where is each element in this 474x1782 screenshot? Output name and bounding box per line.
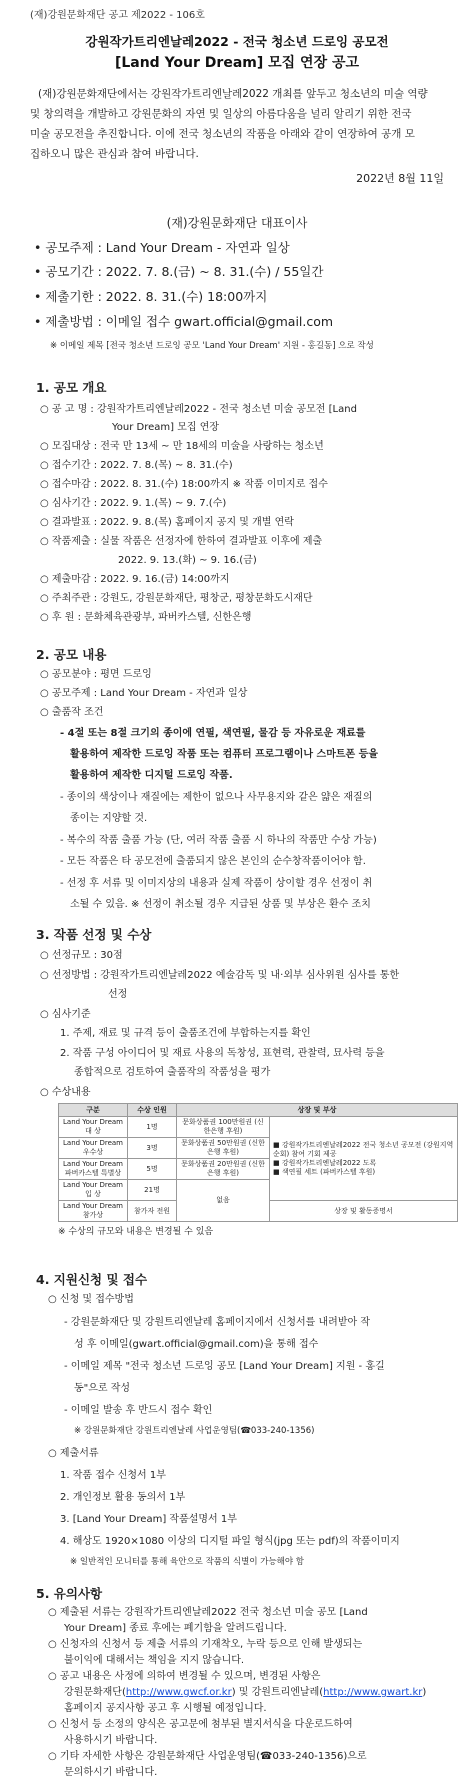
s2-condition: - 종이의 색상이나 재질에는 제한이 없으나 사무용지와 같은 얇은 재질의 [60,792,373,803]
award-count: 3명 [128,1138,177,1159]
section-2-heading: 2. 공모 내용 [36,647,107,662]
s3-criterion: 1. 주제, 재료 및 규격 등이 출품조건에 부합하는지를 확인 [60,1028,311,1039]
s2-condition: - 4절 또는 8절 크기의 종이에 연필, 색연필, 물감 등 자유로운 재료를 [60,728,366,739]
s5-text: 강원문화재단( [64,1687,126,1698]
s3-item: ○ 심사기준 [40,1009,91,1020]
s1-item: ○ 작품제출 : 실물 작품은 선정자에 한하여 결과발표 이후에 제출 [40,536,323,547]
s4-contact-note: ※ 강원문화재단 강원트리엔날레 사업운영팀(☎033-240-1356) [74,1426,315,1436]
award-benefits [270,1117,458,1201]
s5-note: ○ 신청서 등 소정의 양식은 공고문에 첨부된 별지서식을 다운로드하여 [48,1719,353,1730]
s4-step: - 강원문화재단 및 강원트리엔날레 홈페이지에서 신청서를 내려받아 작 [64,1317,370,1328]
col-header: 수상 인원 [128,1104,177,1117]
intro-line: (재)강원문화재단에서는 강원작가트리엔날레2022 개최를 앞두고 청소년의 미술 역량 [38,88,428,100]
s4-step: - 이메일 발송 후 반드시 접수 확인 [64,1405,213,1416]
s1-item: ○ 접수기간 : 2022. 7. 8.(목) ~ 8. 31.(수) [40,460,233,471]
award-prize: 문화상품권 20만원권 (신한은행 후원) [177,1159,270,1180]
award-category: Land Your Dream 우수상 [59,1138,128,1159]
title-line-2: [Land Your Dream] 모집 연장 공고 [114,55,360,71]
table-row [59,1117,458,1138]
s2-condition: 활용하여 제작한 디지털 드로잉 작품. [70,770,233,781]
issuer: (재)강원문화재단 대표이사 [166,216,308,230]
s4-item: ○ 제출서류 [48,1448,99,1459]
key-theme: • 공모주제 : Land Your Dream - 자연과 일상 [34,240,290,255]
award-count: 21명 [128,1180,177,1201]
section-1-heading: 1. 공모 개요 [36,380,107,395]
s3-item: ○ 수상내용 [40,1087,91,1098]
s4-item: ○ 신청 및 접수방법 [48,1294,134,1305]
s3-criterion: 2. 작품 구성 아이디어 및 재료 사용의 독창성, 표현력, 관찰력, 묘사력 등을 [60,1048,385,1059]
section-3-heading: 3. 작품 선정 및 수상 [36,927,152,942]
s4-step: 성 후 이메일(gwart.official@gmail.com)을 통해 접수 [74,1339,319,1350]
award-category: Land Your Dream 대 상 [59,1117,128,1138]
s2-condition: 활용하여 제작한 드로잉 작품 또는 컴퓨터 프로그램이나 스마트폰 등을 [70,749,378,760]
award-category: Land Your Dream 파버카스텔 특별상 [59,1159,128,1180]
col-header: 구분 [59,1104,128,1117]
notice-number: (재)강원문화재단 공고 제2022 - 106호 [30,10,205,21]
s4-document: 3. [Land Your Dream] 작품설명서 1부 [60,1514,237,1525]
s5-note: ○ 기타 자세한 사항은 강원문화재단 사업운영팀(☎033-240-1356)으로 [48,1751,367,1762]
award-count: 5명 [128,1159,177,1180]
award-category: Land Your Dream 입 상 [59,1180,128,1201]
award-prize: 문화상품권 100만원권 (신한은행 후원) [177,1117,270,1138]
gwart-link[interactable]: http://www.gwart.kr [323,1687,423,1698]
award-prize: 문화상품권 50만원권 (신한은행 후원) [177,1138,270,1159]
s2-condition: - 모든 작품은 타 공모전에 출품되지 않은 본인의 순수창작품이어야 함. [60,856,366,867]
notice-date: 2022년 8월 11일 [356,172,444,185]
key-deadline: • 제출기한 : 2022. 8. 31.(수) 18:00까지 [34,289,268,304]
s2-condition: 종이는 지양할 것. [70,813,148,824]
s1-item: ○ 심사기간 : 2022. 9. 1.(목) ~ 9. 7.(수) [40,498,227,509]
s1-item: ○ 결과발표 : 2022. 9. 8.(목) 홈페이지 공지 및 개별 연락 [40,517,294,528]
award-category: Land Your Dream 참가상 [59,1201,128,1222]
s5-note: 사용하시기 바랍니다. [64,1735,158,1746]
s1-item: ○ 후 원 : 문화체육관광부, 파버카스텔, 신한은행 [40,612,252,623]
award-count: 1명 [128,1117,177,1138]
award-note: ※ 수상의 규모와 내용은 변경될 수 있음 [58,1227,214,1237]
key-method: • 제출방법 : 이메일 접수 gwart.official@gmail.com [34,314,334,329]
benefit-item: ■ 색연필 세트 (파버카스텔 후원) [273,1167,376,1176]
s2-item: ○ 공모주제 : Land Your Dream - 자연과 일상 [40,688,248,699]
key-period: • 공모기간 : 2022. 7. 8.(금) ~ 8. 31.(수) / 55일간 [34,264,324,279]
s2-condition: - 선정 후 서류 및 이미지상의 내용과 실제 작품이 상이할 경우 선정이 취 [60,878,373,889]
s5-text: ) 및 강원트리엔날레( [231,1687,324,1698]
gwcf-link[interactable]: http://www.gwcf.or.kr [125,1687,232,1698]
key-email-note: ※ 이메일 제목 [전국 청소년 드로잉 공모 'Land Your Dream' 지원 - 홍길동] 으로 작성 [50,341,374,351]
s5-note: ○ 제출된 서류는 강원작가트리엔날레2022 전국 청소년 미술 공모 [Land [48,1607,368,1618]
section-4-heading: 4. 지원신청 및 접수 [36,1272,148,1287]
s5-note: ○ 신청자의 신청서 등 제출 서류의 기재착오, 누락 등으로 인해 발생되는 [48,1639,363,1650]
s5-note: Your Dream] 종료 후에는 폐기함을 알려드립니다. [64,1623,287,1634]
col-header: 상장 및 부상 [177,1104,458,1117]
award-cert: 상장 및 활동증명서 [270,1201,458,1222]
s1-item: 2022. 9. 13.(화) ~ 9. 16.(금) [118,555,257,566]
s4-document: 2. 개인정보 활용 동의서 1부 [60,1492,186,1503]
s2-item: ○ 공모분야 : 평면 드로잉 [40,669,152,680]
intro-line: 및 창의력을 개발하고 강원문화의 자연 및 일상의 아름다움을 널리 알리기 위한 전국 [30,108,412,120]
s3-criterion: 종합적으로 검토하여 출품작의 작품성을 평가 [74,1067,271,1078]
s1-item: ○ 제출마감 : 2022. 9. 16.(금) 14:00까지 [40,574,230,585]
s2-condition: - 복수의 작품 출품 가능 (단, 여러 작품 출품 시 하나의 작품만 수상 가능) [60,835,377,846]
s1-item: ○ 모집대상 : 전국 만 13세 ~ 만 18세의 미술을 사랑하는 청소년 [40,441,324,452]
benefit-item: ■ 강원작가트리엔날레2022 도록 [273,1158,377,1167]
s3-item: 선정 [108,989,128,1000]
benefit-item: ■ 강원작가트리엔날레2022 전국 청소년 공모전 (강원지역 순회) 참여 기회 제공 [273,1140,454,1158]
award-table [58,1103,458,1222]
s1-item: ○ 주최주관 : 강원도, 강원문화재단, 평창군, 평창문화도시재단 [40,593,313,604]
s5-note: 문의하시기 바랍니다. [64,1767,158,1778]
s2-condition: 소될 수 있음. ※ 선정이 취소될 경우 지급된 상품 및 부상은 환수 조치 [70,899,371,910]
s3-item: ○ 선정규모 : 30점 [40,950,123,961]
s1-item: Your Dream] 모집 연장 [112,422,220,433]
intro-line: 미술 공모전을 추진합니다. 이에 전국 청소년의 작품을 아래와 같이 연장하여 공개 모 [30,128,415,140]
s2-item: ○ 출품작 조건 [40,707,104,718]
s5-note: ○ 공고 내용은 사정에 의하여 변경될 수 있으며, 변경된 사항은 [48,1671,321,1682]
s4-document-note: ※ 일반적인 모니터를 통해 육안으로 작품의 식별이 가능해야 함 [70,1557,305,1567]
s1-item: ○ 공 고 명 : 강원작가트리엔날레2022 - 전국 청소년 미술 공모전 [Land [40,404,357,415]
title-line-1: 강원작가트리엔날레2022 - 전국 청소년 드로잉 공모전 [85,34,389,49]
s4-document: 4. 해상도 1920×1080 이상의 디지털 파일 형식(jpg 또는 pdf)의 작품이미지 [60,1536,400,1547]
section-5-heading: 5. 유의사항 [36,1586,103,1601]
s5-note: 불이익에 대해서는 책임을 지지 않습니다. [64,1655,245,1666]
s3-item: ○ 선정방법 : 강원작가트리엔날레2022 예술감독 및 내·외부 심사위원 심사를 통한 [40,970,400,981]
intro-paragraph [30,84,450,164]
s5-text: ) [422,1687,427,1698]
award-prize: 없음 [177,1180,270,1222]
award-count: 참가자 전원 [128,1201,177,1222]
s5-note: 홈페이지 공지사항 공고 후 시행될 예정입니다. [64,1703,267,1714]
s4-step: 동"으로 작성 [74,1383,131,1394]
s4-step: - 이메일 제목 "전국 청소년 드로잉 공모 [Land Your Dream] 지원 - 홍길 [64,1361,385,1372]
intro-line: 집하오니 많은 관심과 참여 바랍니다. [30,148,199,160]
s4-document: 1. 작품 접수 신청서 1부 [60,1470,166,1481]
s1-item: ○ 접수마감 : 2022. 8. 31.(수) 18:00까지 ※ 작품 이미지로 접수 [40,479,328,490]
